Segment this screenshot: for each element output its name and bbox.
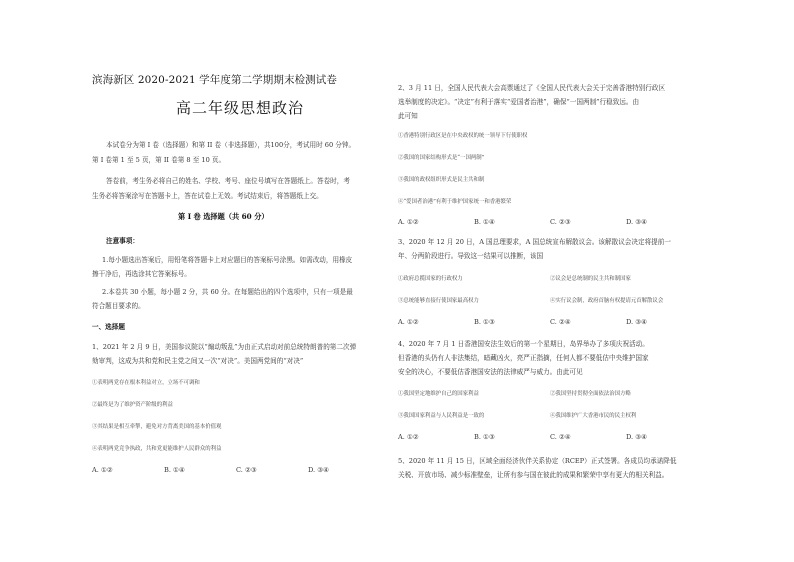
note-line: 符合题目要求的。: [92, 302, 145, 310]
question-1-item: ①表明两党存在根本利益对立，立场不可调和: [92, 380, 200, 386]
option-d: D. ③④: [626, 433, 648, 441]
question-2-item: ④“爱国者治港”有利于维护国家统一和香港繁荣: [398, 199, 512, 205]
section-title: 第 I 卷 选择题（共 60 分）: [178, 212, 269, 221]
question-1-stem: 劾审判，这成为共和党和民主党之间又一次“对决”。美国两党间的“对决”: [92, 357, 304, 365]
question-2-options: [398, 218, 702, 226]
question-1-item: ③其结果是相互牵掣，避免对方背离美国的基本价值观: [92, 424, 222, 430]
question-3-item: ①政府总揽国家的行政权力: [398, 276, 463, 282]
option-a: A. ①②: [398, 318, 419, 326]
question-1-item: ②最终是为了维护资产阶级的利益: [92, 402, 173, 408]
question-4-item: ③我国国家利益与人民利益是一致的: [398, 413, 485, 419]
option-d: D. ③④: [626, 218, 648, 226]
question-1-options: [92, 466, 380, 474]
option-c: C. ②④: [550, 318, 571, 326]
question-2-item: ②我国的国家结构形式是“一国两制”: [398, 155, 485, 161]
part-title: 一、选择题: [92, 323, 125, 331]
intro-line: 答卷前，考生务必将自己的姓名、学校、考号、座位号填写在答题纸上。答卷时，考: [106, 177, 350, 185]
question-5-stem: 5、2020 年 11 月 15 日，区域全面经济伙伴关系协定（RCEP）正式签署。各成员均承诺降低: [398, 457, 677, 465]
question-3-item: ②议会是总统制的民主共和制国家: [550, 276, 631, 282]
question-4-stem: 但香港的头仍有人非法集结，暗藏凶火，亮严正指摘，任何人都不要低估中央维护国家: [398, 354, 649, 362]
question-4-stem: 安全的决心，不要低估香港国安法的法律威严与威力。由此可见: [398, 368, 583, 376]
option-c: C. ②③: [236, 466, 257, 474]
note-line: 1.每小题选出答案后，用铅笔将答题卡上对应题目的答案标号涂黑。如需改动，用橡皮: [102, 256, 353, 264]
question-5-stem: 关税、开放市场、减少标准壁垒，让所有参与国在彼此的成果和繁荣中享有更大的相关利益。: [398, 471, 669, 479]
option-a: A. ①②: [92, 466, 113, 474]
question-3-item: ④实行议会制，政府首脑有权提请元首解散议会: [550, 298, 664, 304]
option-d: D. ③④: [626, 318, 648, 326]
question-1-stem: 1、2021 年 2 月 9 日，美国参议院以“煽动叛乱”为由正式启动对前总统特朗普的第二次弹: [92, 343, 357, 351]
note-line: 擦干净后，再选涂其它答案标号。: [92, 270, 191, 278]
intro-line: 第 I 卷第 1 至 5 页，第 II 卷第 8 至 10 页。: [92, 156, 226, 164]
option-b: B. ①③: [474, 433, 495, 441]
note-line: 2.本卷共 30 小题，每小题 2 分，共 60 分。在每题给出的四个选项中，只有一项是最: [102, 288, 353, 296]
question-4-item: ④我国维护广大香港市民的民主权利: [550, 413, 637, 419]
notes-title: 注意事项：: [106, 237, 139, 245]
option-b: B. ①④: [164, 466, 185, 474]
question-3-stem: 年、分两阶段进行。导致这一结果可以推断，该国: [398, 252, 544, 260]
question-3-stem: 3、2020 年 12 月 20 日，A 国总理要求，A 国总统宣布解散议会。该解散议会决定将提前一: [398, 238, 671, 246]
option-c: C. ②③: [550, 218, 571, 226]
question-4-item: ②我国坚持贯彻全面依法治国方略: [550, 391, 631, 397]
question-1-item: ④表明两党竞争执政，共和党更能维护人民群众的利益: [92, 446, 222, 452]
option-c: C. ②④: [550, 433, 571, 441]
question-3-options: [398, 318, 702, 326]
option-b: B. ①④: [474, 218, 495, 226]
intro-line: 本试卷分为第 I 卷（选择题）和第 II 卷（非选择题），共100分，考试用时 60 分钟。: [106, 141, 356, 149]
question-3-item: ③总统能够直接行使国家最高权力: [398, 298, 479, 304]
intro-line: 生务必将答案涂写在答题卡上，答在试卷上无效。考试结束后，将答题纸上交。: [92, 192, 323, 200]
option-b: B. ①③: [474, 318, 495, 326]
option-a: A. ①②: [398, 433, 419, 441]
question-2-item: ③我国的政权组织形式是民主共和制: [398, 177, 485, 183]
question-4-options: [398, 433, 702, 441]
question-4-item: ①我国坚定地维护自己的国家利益: [398, 391, 479, 397]
question-2-stem: 选举制度的决定》。“决定”有利于落实“爱国者治港”，确保“一国两制”行稳致远。由: [398, 98, 640, 106]
exam-title: 滨海新区 2020-2021 学年度第二学期期末检测试卷: [92, 74, 337, 86]
option-a: A. ①②: [398, 218, 419, 226]
question-4-stem: 4、2020 年 7 月 1 日香港国安法生效后的第一个星期日，岛界举办了多项庆祝活动。: [398, 340, 649, 348]
question-2-stem: 2、3 月 11 日，全国人民代表大会高票通过了《全国人民代表大会关于完善香港特别行政区: [398, 84, 666, 92]
question-2-stem: 此可知: [398, 112, 418, 120]
question-2-item: ①香港特别行政区是在中央政权的统一领导下行使职权: [398, 133, 528, 139]
subject-title: 高二年级思想政治: [176, 99, 305, 117]
option-d: D. ③④: [308, 466, 330, 474]
